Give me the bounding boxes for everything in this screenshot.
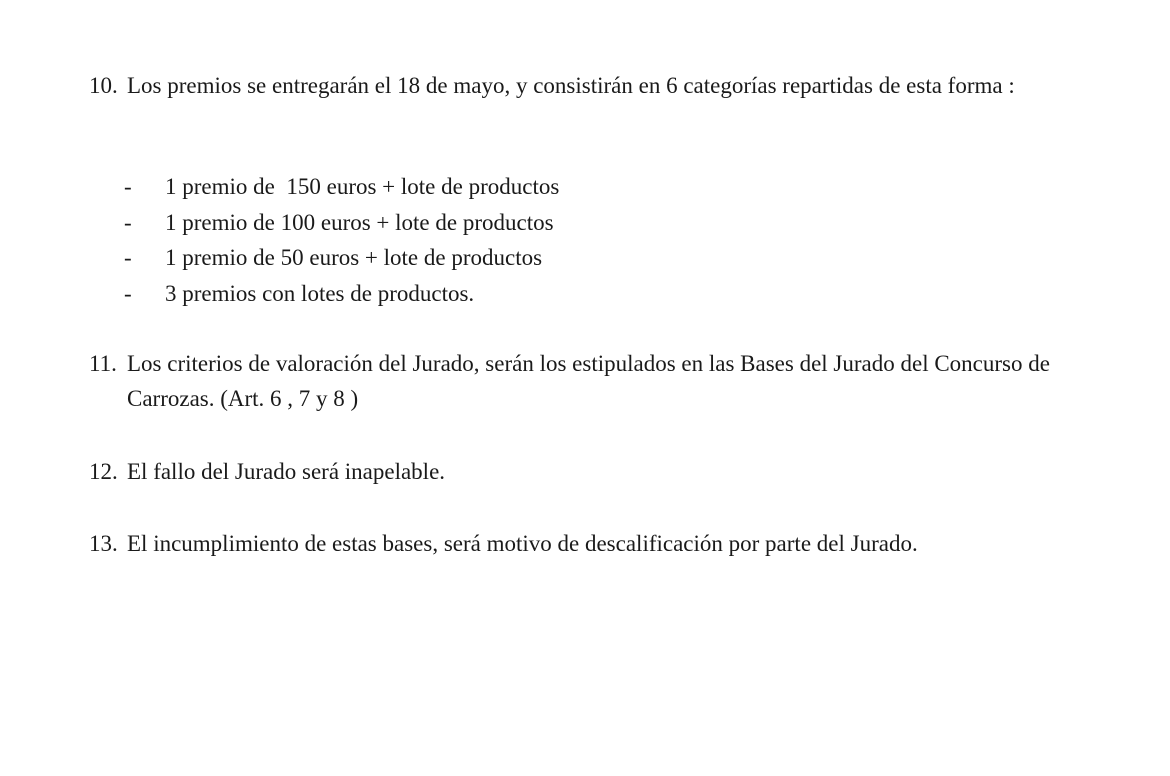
list-item xyxy=(124,169,924,205)
clause-number: 10. xyxy=(89,73,118,98)
list-item xyxy=(124,240,924,276)
clause-11 xyxy=(89,346,1089,416)
list-item-text: 1 premio de 50 euros + lote de productos xyxy=(165,245,543,270)
list-item-text: 1 premio de 150 euros + lote de productos xyxy=(165,174,560,199)
clause-10 xyxy=(89,68,1089,103)
clause-number: 12. xyxy=(89,459,118,484)
clause-number: 13. xyxy=(89,531,118,556)
list-item xyxy=(124,205,924,241)
prize-list xyxy=(124,169,924,311)
clause-13 xyxy=(89,526,1089,561)
list-dash: - xyxy=(124,209,132,235)
clause-text: Los criterios de valoración del Jurado, serán los estipulados en las Bases del Jurado del Concurso de Carrozas. (Art. 6 , 7 y 8 ) xyxy=(127,351,1056,411)
clause-text: El fallo del Jurado será inapelable. xyxy=(127,459,446,484)
list-dash: - xyxy=(124,174,132,199)
list-dash: - xyxy=(124,245,132,270)
list-item-text: 3 premios con lotes de productos. xyxy=(165,280,475,306)
list-item-text: 1 premio de 100 euros + lote de productos xyxy=(165,209,554,235)
clause-number: 11. xyxy=(89,351,117,376)
clause-text: Los premios se entregarán el 18 de mayo, y consistirán en 6 categorías repartidas de esta forma : xyxy=(127,73,1015,98)
list-dash: - xyxy=(124,280,132,306)
list-item xyxy=(124,276,924,312)
clause-12 xyxy=(89,454,1089,489)
clause-text: El incumplimiento de estas bases, será motivo de descalificación por parte del Jurado. xyxy=(127,531,918,556)
